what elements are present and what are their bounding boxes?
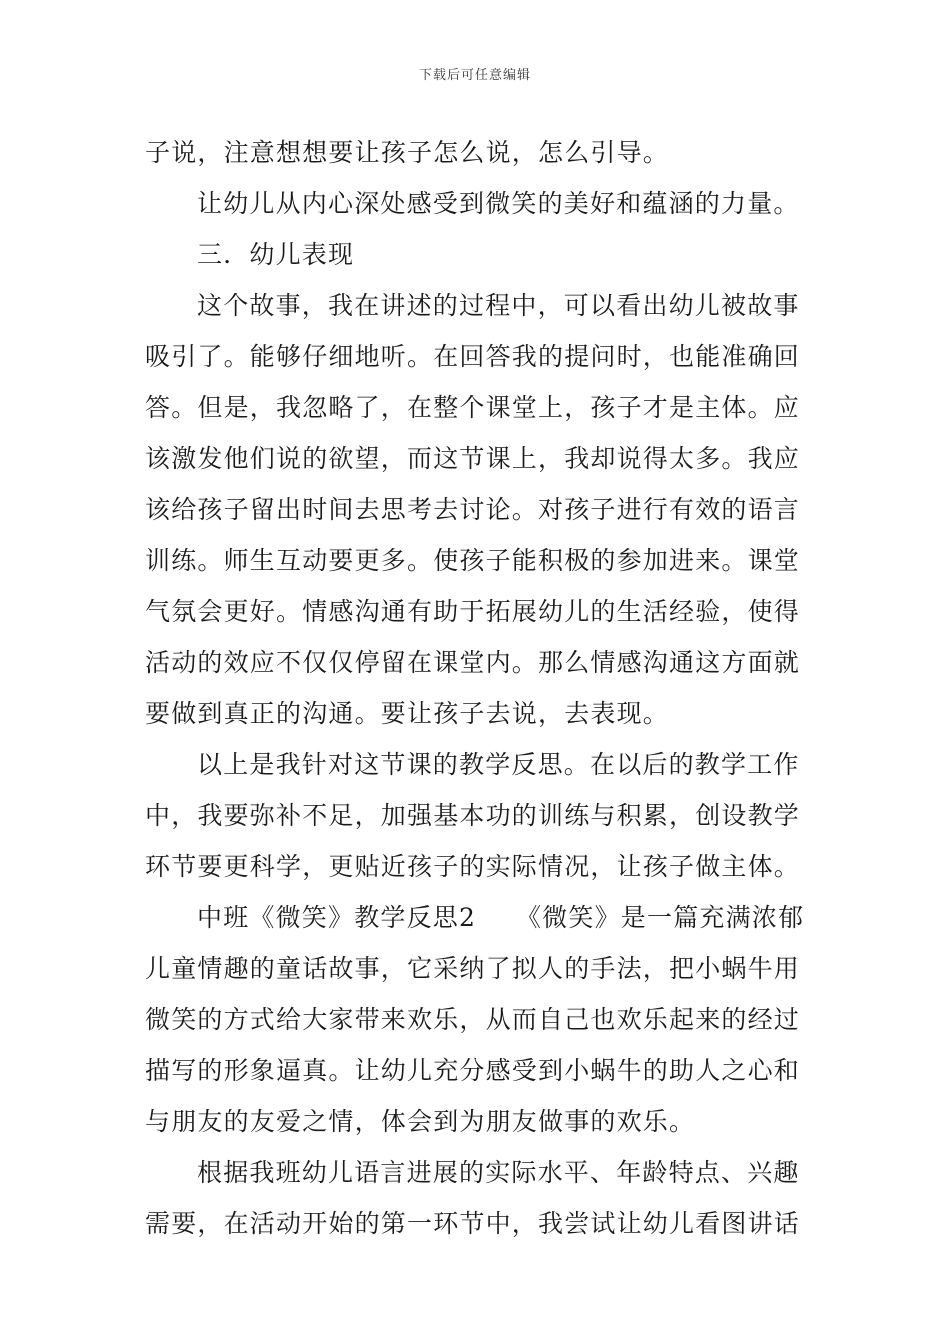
text-line: 吸引了。能够仔细地听。在回答我的提问时，也能准确回 [145,342,801,371]
text-line: 描写的形象逼真。让幼儿充分感受到小蜗牛的助人之心和 [145,1056,801,1085]
text-line: 需要，在活动开始的第一环节中，我尝试让幼儿看图讲话 [145,1209,801,1238]
section-heading: 三．幼儿表现 [197,240,355,269]
page-header: 下载后可任意编辑 [418,68,531,83]
text-line: 活动的效应不仅仅停留在课堂内。那么情感沟通这方面就 [145,648,801,677]
text-line: 该给孩子留出时间去思考去讨论。对孩子进行有效的语言 [145,495,801,524]
text-line: 根据我班幼儿语言进展的实际水平、年龄特点、兴趣 [197,1158,800,1187]
text-line: 气氛会更好。情感沟通有助于拓展幼儿的生活经验，使得 [145,597,801,626]
text-line: 这个故事，我在讲述的过程中，可以看出幼儿被故事 [197,291,800,320]
text-line: 微笑的方式给大家带来欢乐，从而自己也欢乐起来的经过 [145,1005,801,1034]
text-line: 儿童情趣的童话故事，它采纳了拟人的手法，把小蜗牛用 [145,954,801,983]
text-line: 环节要更科学，更贴近孩子的实际情况，让孩子做主体。 [145,852,801,881]
text-line: 子说，注意想想要让孩子怎么说，怎么引导。 [145,138,670,167]
text-line: 以上是我针对这节课的教学反思。在以后的教学工作 [197,750,800,779]
text-line: 中班《微笑》教学反思2 《微笑》是一篇充满浓郁 [197,903,805,932]
text-line: 训练。师生互动要更多。使孩子能积极的参加进来。课堂 [145,546,801,575]
text-line: 让幼儿从内心深处感受到微笑的美好和蕴涵的力量。 [197,189,800,218]
text-line: 中，我要弥补不足，加强基本功的训练与积累，创设教学 [145,801,801,830]
text-line: 要做到真正的沟通。要让孩子去说，去表现。 [145,699,670,728]
document-body [145,127,810,1249]
text-line: 答。但是，我忽略了，在整个课堂上，孩子才是主体。应 [145,393,801,422]
text-line: 该激发他们说的欲望，而这节课上，我却说得太多。我应 [145,444,801,473]
text-line: 与朋友的友爱之情，体会到为朋友做事的欢乐。 [145,1107,696,1136]
